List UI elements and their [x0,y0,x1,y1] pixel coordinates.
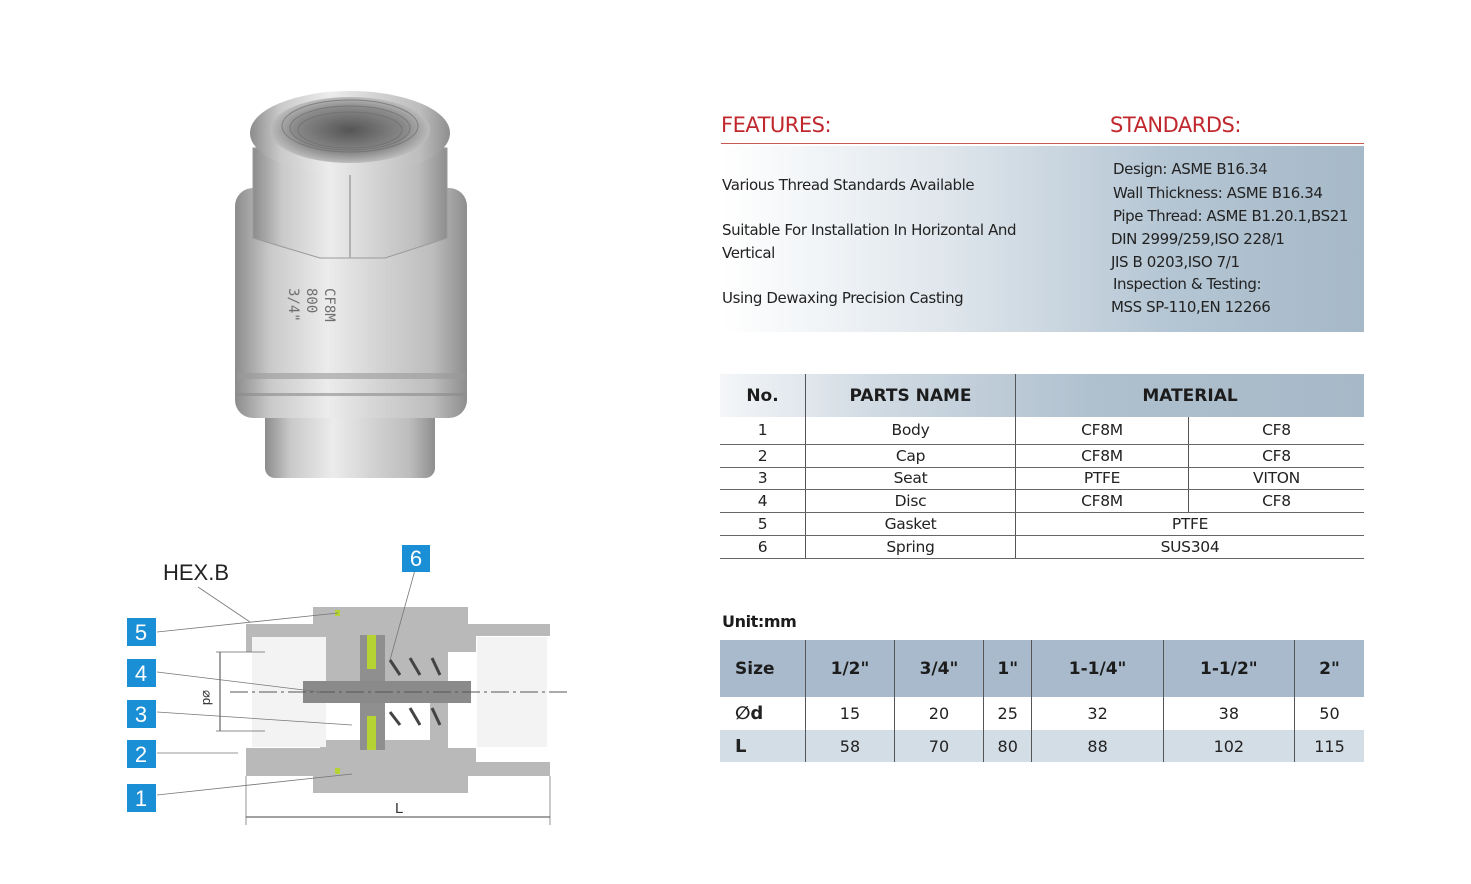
part-material-2: CF8 [1189,489,1365,512]
parts-table-header [720,374,1364,417]
standard-line: MSS SP-110,EN 12266 [1111,298,1271,316]
part-material-1: PTFE [1016,467,1189,489]
l-value: 102 [1163,730,1294,762]
size-header: 1-1/2" [1163,640,1294,697]
size-table [720,640,1364,762]
d-value: 32 [1032,697,1163,730]
table-row-l [720,730,1364,762]
standard-line: Inspection & Testing: [1113,275,1262,293]
part-material-1: CF8M [1016,489,1189,512]
feature-item: Suitable For Installation In Horizontal And Vertical [722,221,1017,262]
standard-line: JIS B 0203,ISO 7/1 [1111,253,1240,271]
header-no: No. [746,385,779,406]
part-no: 1 [720,417,806,444]
seat-top [367,635,376,669]
unit-label: Unit:mm [722,612,797,631]
table-row [720,489,1364,512]
d-value: 38 [1163,697,1294,730]
part-name: Cap [806,444,1016,467]
standards-title: STANDARDS: [1110,113,1241,137]
svg-text:5: 5 [134,620,148,645]
part-name: Body [806,417,1016,444]
table-row [720,417,1364,444]
part-no: 4 [720,489,806,512]
feature-item: Various Thread Standards Available [722,176,975,194]
length-label: L [395,800,404,817]
diameter-label: ⌀d [200,690,215,706]
cross-section-diagram [120,540,590,830]
d-value: 15 [806,697,895,730]
d-value: 50 [1294,697,1364,730]
product-photo [225,88,480,483]
l-value: 88 [1032,730,1163,762]
feature-item: Using Dewaxing Precision Casting [722,289,964,307]
svg-text:3/4": 3/4" [285,288,301,322]
table-row [720,467,1364,489]
part-no: 5 [720,512,806,535]
part-no: 2 [720,444,806,467]
l-value: 115 [1294,730,1364,762]
table-row [720,444,1364,467]
size-header: 1-1/4" [1032,640,1163,697]
l-value: 70 [894,730,983,762]
callout-6 [402,545,430,572]
part-material-1: CF8M [1016,417,1189,444]
header-parts-name: PARTS NAME [806,374,1016,417]
bottom-hex [265,408,435,478]
part-name: Spring [806,535,1016,558]
svg-text:1: 1 [134,786,148,811]
d-value: 25 [983,697,1032,730]
size-header-label: Size [720,640,806,697]
size-header: 1" [983,640,1032,697]
parts-table [720,374,1364,559]
standard-line: DIN 2999/259,ISO 228/1 [1111,230,1285,248]
svg-text:6: 6 [409,546,423,571]
threaded-bore [270,97,430,163]
l-value: 80 [983,730,1032,762]
part-material-2: CF8 [1189,444,1365,467]
row-label-l: L [720,730,806,762]
svg-text:4: 4 [134,661,148,686]
size-header: 1/2" [806,640,895,697]
table-row [720,535,1364,558]
size-header-row [720,640,1364,697]
hex-label: HEX.B [163,560,230,585]
l-value: 58 [806,730,895,762]
standard-line: Pipe Thread: ASME B1.20.1,BS21 [1113,207,1349,225]
part-name: Seat [806,467,1016,489]
callout-1 [127,784,156,812]
svg-text:800: 800 [303,288,319,314]
gasket-bottom [335,768,340,774]
svg-text:2: 2 [134,742,148,767]
d-value: 20 [894,697,983,730]
part-name: Gasket [806,512,1016,535]
header-material: MATERIAL [1016,374,1365,417]
standard-line: Design: ASME B16.34 [1113,160,1268,178]
callout-5 [127,618,156,646]
table-row-d [720,697,1364,730]
size-header: 3/4" [894,640,983,697]
part-material-1: CF8M [1016,444,1189,467]
callout-2 [127,740,156,768]
part-name: Disc [806,489,1016,512]
standard-line: Wall Thickness: ASME B16.34 [1113,184,1323,202]
part-material: SUS304 [1016,535,1365,558]
svg-text:CF8M: CF8M [321,288,337,322]
part-material: PTFE [1016,512,1365,535]
seat-bottom [367,716,376,750]
part-no: 6 [720,535,806,558]
features-title: FEATURES: [721,113,832,137]
title-divider [721,143,1364,144]
size-header: 2" [1294,640,1364,697]
part-material-2: CF8 [1189,417,1365,444]
part-material-2: VITON [1189,467,1365,489]
part-no: 3 [720,467,806,489]
svg-text:3: 3 [134,702,148,727]
table-row [720,512,1364,535]
callout-4 [127,659,156,687]
row-label-d: ∅d [735,703,764,724]
callout-3 [127,700,156,728]
